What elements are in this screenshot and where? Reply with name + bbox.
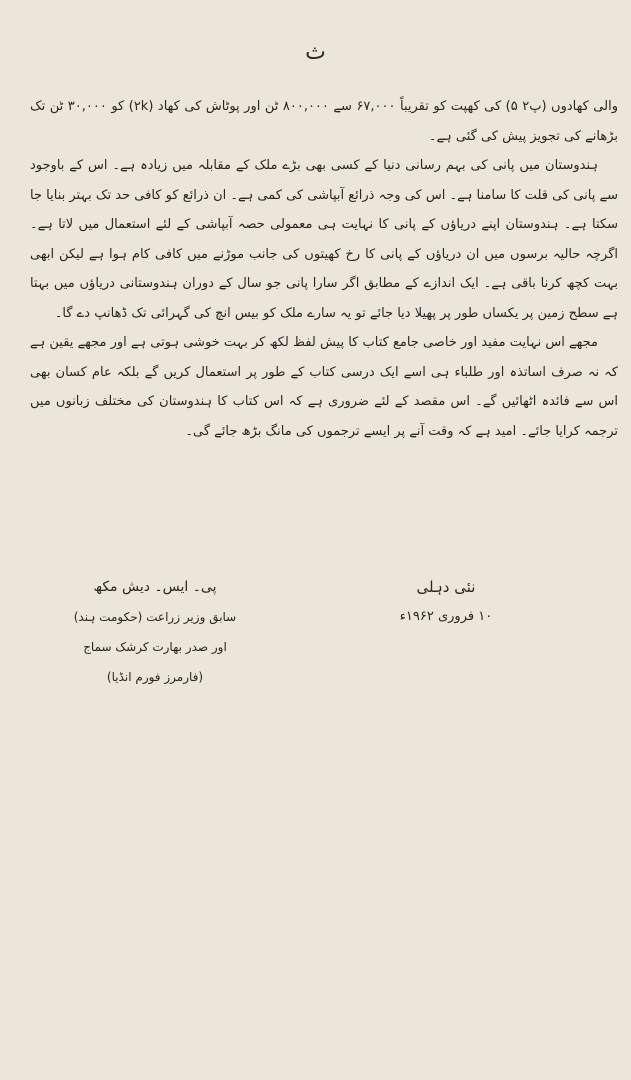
page-number: ث <box>305 40 326 65</box>
signature-date: ۱۰ فروری ۱۹۶۲ء <box>399 609 493 624</box>
signatory-block <box>60 572 250 692</box>
paragraph-fertilizer-target: والی کھادوں (پ۲ ۵) کی کھپت کو تقریباً ۶۷,۰۰۰ سے ۸۰۰,۰۰۰ ٹن اور پوٹاش کی کھاد (۲k) کو ۳۰,۰۰۰ ٹن تک بڑھانے کی تجویز پیش کی گئی ہے۔ <box>30 99 618 144</box>
signatory-title: اور صدر بھارت کرشک سماج <box>83 640 227 654</box>
paragraph-water-supply: ہندوستان میں پانی کی بہم رسانی دنیا کے کسی بھی بڑے ملک کے مقابلہ میں زیادہ ہے۔ اس کے باوجود سے پانی کی قلت کا سامنا ہے۔ اس کی وجہ ذرائع آبپاشی کی کمی ہے۔ ان ذرائع کو کافی حد تک بہتر بنایا جا سکتا ہے۔ ہندوستان اپنے دریاؤں کے پانی کا نہایت ہی معمولی حصہ آبپاشی کے لئے استعمال میں لاتا ہے۔ اگرچہ حالیہ برسوں میں ان دریاؤں کے پانی کا رخ کھیتوں کی جانب موڑنے میں کافی کام ہوا ہے لیکن ابھی بہت کچھ کرنا باقی ہے۔ ایک اندازے کے مطابق اگر سارا پانی جو سال کے دوران ہندوستانی دریاؤں میں بہتا ہے سطح زمین پر یکساں طور پر پھیلا دیا جائے تو یہ سارے ملک کو بیس انچ کی گہرائی تک ڈھانپ دے گا۔ <box>30 158 618 321</box>
signature-place: نئی دہلی <box>416 578 476 596</box>
signatory-name: پی۔ ایس۔ دیش مکھ <box>93 579 217 595</box>
paragraph-foreword-note: مجھے اس نہایت مفید اور خاصی جامع کتاب کا پیش لفظ لکھ کر بہت خوشی ہوتی ہے اور مجھے یقین ہے کہ نہ صرف اساتذہ اور طلباء ہی اسے ایک درسی کتاب کے طور پر استعمال کریں گے بلکہ عام کسان بھی اس سے فائدہ اٹھائیں گے۔ اس مقصد کے لئے ضروری ہے کہ اس کتاب کا ہندوستان کی مختلف زبانوں میں ترجمہ کرایا جائے۔ امید ہے کہ وقت آنے پر ایسے ترجموں کی مانگ بڑھ جائے گی۔ <box>30 335 618 439</box>
signatory-title: (فارمرز فورم انڈیا) <box>106 670 204 684</box>
signatory-title: سابق وزیر زراعت (حکومت ہند) <box>73 610 237 624</box>
body-text <box>30 92 618 446</box>
place-date-block <box>381 572 511 632</box>
